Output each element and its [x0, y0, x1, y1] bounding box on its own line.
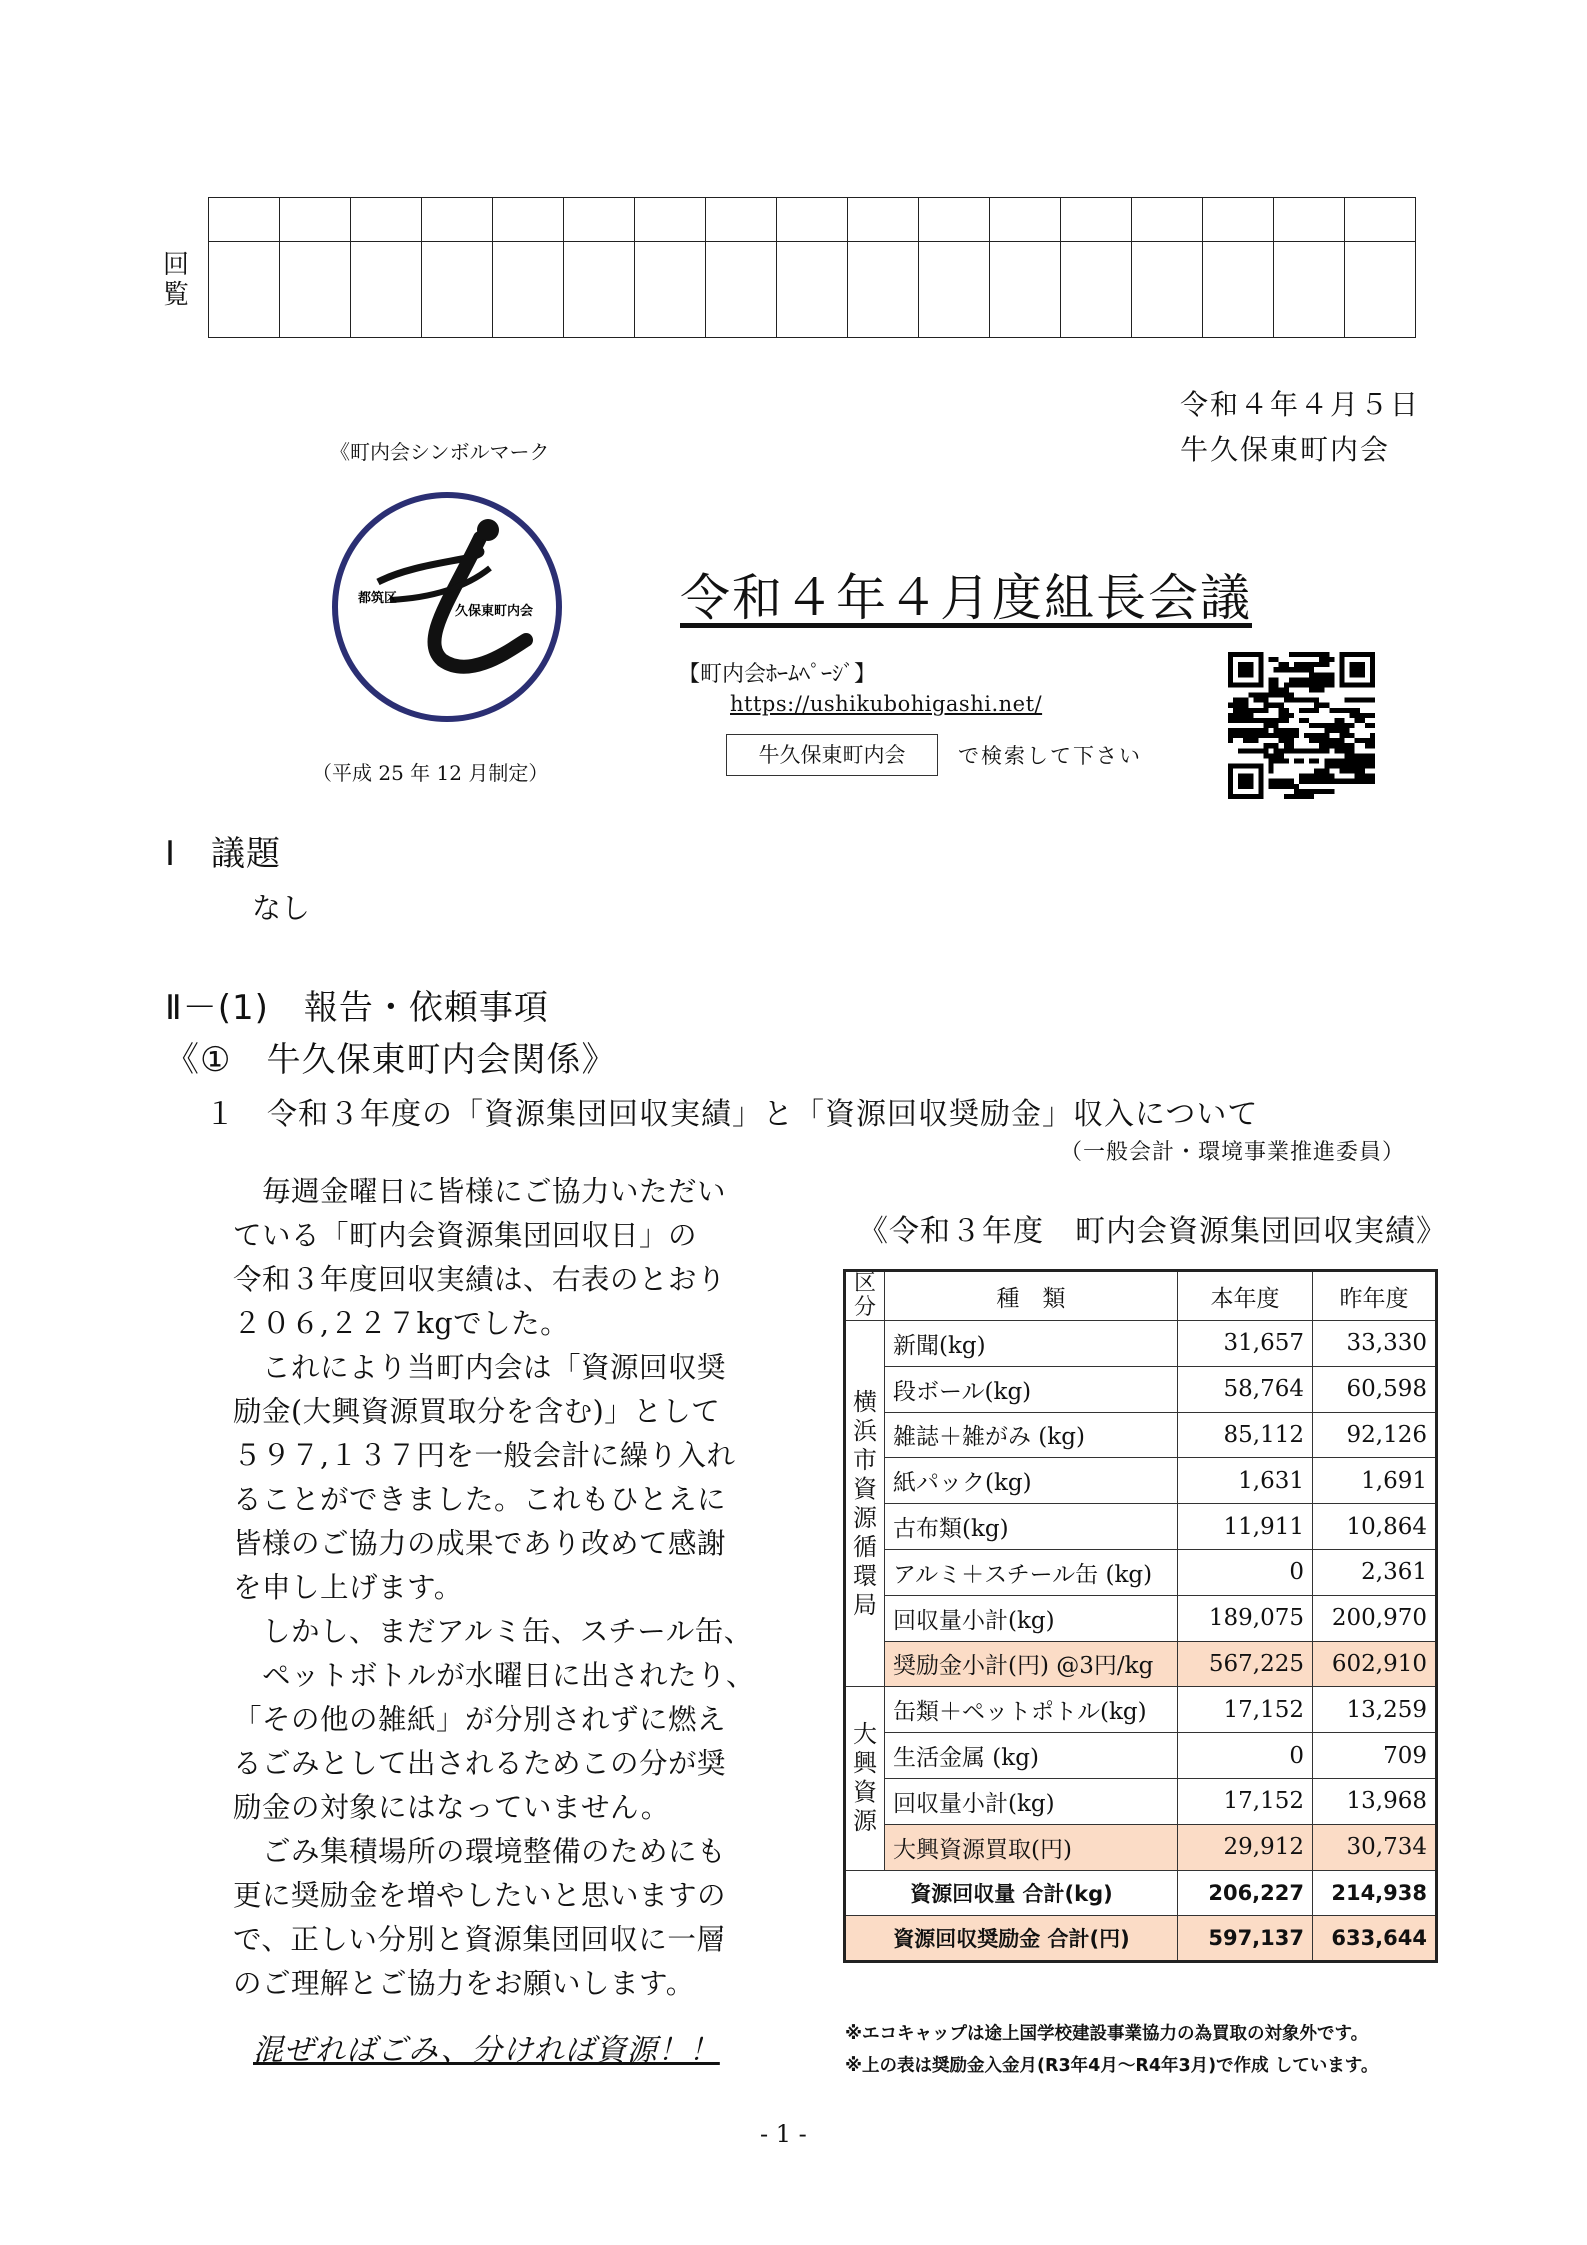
paragraph-line: 更に奨励金を増やしたいと思いますの [233, 1879, 727, 1912]
circulation-stamp-cell [1203, 242, 1274, 338]
table-cell-this-year: 85,112 [1178, 1412, 1313, 1458]
circulation-stamp-cell [706, 242, 777, 338]
circulation-stamp-cell [280, 242, 351, 338]
table-cell-this-year: 29,912 [1178, 1824, 1313, 1870]
table-cell-last-year: 33,330 [1313, 1321, 1437, 1367]
table-cell-type: 回収量小計(kg) [885, 1595, 1178, 1641]
paragraph-line: のご理解とご協力をお願いします。 [233, 1967, 695, 2000]
table-row [845, 1412, 1437, 1458]
table-row [845, 1321, 1437, 1367]
paragraph-line: ５９７,１３７円を一般会計に繰り入れ [233, 1439, 736, 1472]
total-reward-this-year: 597,137 [1178, 1916, 1313, 1962]
circulation-stamp-cell [990, 198, 1061, 242]
circulation-stamp-cell [848, 198, 919, 242]
table-cell-type: 大興資源買取(円) [885, 1824, 1178, 1870]
circulation-stamp-cell [990, 242, 1061, 338]
page-number: - 1 - [760, 2120, 807, 2148]
circulation-stamp-cell [422, 198, 493, 242]
table-cell-this-year: 17,152 [1178, 1687, 1313, 1733]
table-cell-type: 紙パック(kg) [885, 1458, 1178, 1504]
table-cell-this-year: 17,152 [1178, 1778, 1313, 1824]
circulation-stamp-cell [1061, 198, 1132, 242]
circulation-stamp-cell [280, 198, 351, 242]
table-row [845, 1458, 1437, 1504]
circulation-stamp-cell [1132, 198, 1203, 242]
table-row [845, 1595, 1437, 1641]
paragraph-line: 令和３年度回収実績は、右表のとおり [233, 1263, 727, 1296]
table-note-2: ※上の表は奨励金入金月(R3年4月～R4年3月)で作成 しています。 [845, 2056, 1379, 2076]
table-cell-this-year: 11,911 [1178, 1504, 1313, 1550]
total-reward-label: 資源回収奨励金 合計(円) [845, 1916, 1178, 1962]
table-cell-type: 段ボール(kg) [885, 1366, 1178, 1412]
organization-name: 牛久保東町内会 [1180, 433, 1391, 466]
total-reward-row [845, 1916, 1437, 1962]
paragraph-line: 毎週金曜日に皆様にご協力いただい [233, 1175, 727, 1208]
table-row [845, 1549, 1437, 1595]
svg-text:都筑区: 都筑区 [358, 591, 398, 606]
table-cell-type: 生活金属 (kg) [885, 1733, 1178, 1779]
results-table-title: 《令和３年度 町内会資源集団回収実績》 [858, 1214, 1447, 1249]
paragraph-line: ることができました。これもひとえに [233, 1483, 727, 1516]
category-label: 大 興 資 源 [845, 1687, 885, 1870]
circulation-stamp-cell [351, 242, 422, 338]
table-cell-last-year: 200,970 [1313, 1595, 1437, 1641]
symbol-established-note: （平成 25 年 12 月制定） [312, 761, 549, 785]
header-category: 区 分 [845, 1271, 885, 1321]
table-row [845, 1824, 1437, 1870]
search-term-box: 牛久保東町内会 [726, 734, 938, 776]
table-row [845, 1366, 1437, 1412]
qr-code-icon[interactable] [1228, 652, 1375, 799]
header-this-year: 本年度 [1178, 1271, 1313, 1321]
table-cell-last-year: 13,968 [1313, 1778, 1437, 1824]
circulation-stamp-cell [777, 198, 848, 242]
table-row [845, 1641, 1437, 1687]
paragraph-line: ごみ集積場所の環境整備のためにも [233, 1835, 727, 1868]
circulation-stamp-cell [1203, 198, 1274, 242]
table-cell-this-year: 31,657 [1178, 1321, 1313, 1367]
town-association-logo [330, 490, 565, 725]
table-note-1: ※エコキャップは途上国学校建設事業協力の為買取の対象外です。 [845, 2024, 1369, 2044]
circulation-stamp-cell [1345, 242, 1416, 338]
paragraph-line: ペットボトルが水曜日に出されたり、 [233, 1659, 756, 1692]
total-weight-row [845, 1870, 1437, 1916]
paragraph-line: で、正しい分別と資源集団回収に一層 [233, 1923, 726, 1956]
circulation-stamp-cell [1345, 198, 1416, 242]
circulation-stamp-cell [706, 198, 777, 242]
table-cell-this-year: 0 [1178, 1549, 1313, 1595]
table-cell-last-year: 709 [1313, 1733, 1437, 1779]
circulation-stamp-cell [493, 198, 564, 242]
table-header-row [845, 1271, 1437, 1321]
paragraph-line: しかし、まだアルミ缶、スチール缶、 [233, 1615, 753, 1648]
circulation-stamp-cell [919, 242, 990, 338]
table-cell-type: 回収量小計(kg) [885, 1778, 1178, 1824]
circulation-stamp-cell [564, 242, 635, 338]
section-2-heading: Ⅱ－(1) 報告・依頼事項 [165, 988, 549, 1028]
slogan: 混ぜればごみ、分ければ資源！！ [253, 2033, 720, 2068]
table-cell-type: 奨励金小計(円) @3円/kg [885, 1641, 1178, 1687]
section-2-subheading: 《① 牛久保東町内会関係》 [165, 1040, 617, 1080]
table-cell-this-year: 1,631 [1178, 1458, 1313, 1504]
section-1-body: なし [252, 891, 311, 925]
homepage-label: 【町内会ﾎｰﾑﾍﾟｰｼﾞ】 [678, 662, 877, 687]
table-row [845, 1733, 1437, 1779]
paragraph-line: 励金(大興資源買取分を含む)」として [233, 1395, 721, 1428]
total-weight-last-year: 214,938 [1313, 1870, 1437, 1916]
paragraph-line: ている「町内会資源集団回収日」の [233, 1219, 698, 1252]
circulation-stamp-cell [635, 198, 706, 242]
circulation-stamp-cell [919, 198, 990, 242]
table-cell-type: 新聞(kg) [885, 1321, 1178, 1367]
paragraph-line: 皆様のご協力の成果であり改めて感謝 [233, 1527, 727, 1560]
table-cell-this-year: 0 [1178, 1733, 1313, 1779]
table-cell-last-year: 92,126 [1313, 1412, 1437, 1458]
symbol-caption: 《町内会シンボルマーク [330, 440, 550, 464]
table-cell-this-year: 189,075 [1178, 1595, 1313, 1641]
table-cell-type: 雑誌＋雑がみ (kg) [885, 1412, 1178, 1458]
paragraph-line: これにより当町内会は「資源回収奨 [233, 1351, 727, 1384]
table-cell-type: アルミ＋スチール缶 (kg) [885, 1549, 1178, 1595]
circulation-stamp-cell [209, 242, 280, 338]
recycling-results-table [843, 1269, 1438, 1963]
table-cell-last-year: 602,910 [1313, 1641, 1437, 1687]
paragraph-line: るごみとして出されるためこの分が奨 [233, 1747, 727, 1780]
item-1-committee-note: （一般会計・環境事業推進委員） [1060, 1140, 1406, 1165]
table-cell-last-year: 60,598 [1313, 1366, 1437, 1412]
circulation-stamp-cell [777, 242, 848, 338]
circulation-stamp-cell [209, 198, 280, 242]
table-cell-last-year: 13,259 [1313, 1687, 1437, 1733]
circulation-stamp-cell [493, 242, 564, 338]
circulation-stamp-cell [422, 242, 493, 338]
table-cell-type: 缶類＋ペットポトル(kg) [885, 1687, 1178, 1733]
circulation-stamp-grid [208, 197, 1416, 338]
header-last-year: 昨年度 [1313, 1271, 1437, 1321]
paragraph-line: ２０６,２２７kgでした。 [233, 1307, 570, 1340]
table-cell-this-year: 567,225 [1178, 1641, 1313, 1687]
item-1-title: １ 令和３年度の「資源集団回収実績」と「資源回収奨励金」収入について [205, 1097, 1259, 1132]
total-weight-this-year: 206,227 [1178, 1870, 1313, 1916]
table-row [845, 1687, 1437, 1733]
table-cell-this-year: 58,764 [1178, 1366, 1313, 1412]
table-cell-last-year: 1,691 [1313, 1458, 1437, 1504]
paragraph-line: 「その他の雑紙」が分別されずに燃え [233, 1703, 727, 1736]
table-cell-last-year: 2,361 [1313, 1549, 1437, 1595]
paragraph-line: 励金の対象にはなっていません。 [233, 1791, 670, 1824]
circulation-stamp-cell [635, 242, 706, 338]
section-1-heading: Ⅰ 議題 [165, 834, 282, 874]
table-cell-last-year: 30,734 [1313, 1824, 1437, 1870]
table-row [845, 1504, 1437, 1550]
circulation-stamp-cell [564, 198, 635, 242]
table-cell-last-year: 10,864 [1313, 1504, 1437, 1550]
total-weight-label: 資源回収量 合計(kg) [845, 1870, 1178, 1916]
circulation-label: 回 覧 [163, 250, 190, 310]
circulation-stamp-cell [1274, 242, 1345, 338]
circulation-stamp-cell [351, 198, 422, 242]
issue-date: 令和４年４月５日 [1180, 388, 1421, 421]
category-label: 横 浜 市 資 源 循 環 局 [845, 1321, 885, 1687]
table-row [845, 1778, 1437, 1824]
svg-text:久保東町内会: 久保東町内会 [455, 604, 534, 619]
table-cell-type: 古布類(kg) [885, 1504, 1178, 1550]
circulation-stamp-cell [1274, 198, 1345, 242]
circulation-stamp-cell [1061, 242, 1132, 338]
item-1-paragraph [233, 1170, 803, 2006]
circulation-stamp-cell [1132, 242, 1203, 338]
paragraph-line: を申し上げます。 [233, 1571, 463, 1604]
header-type: 種 類 [885, 1271, 1178, 1321]
search-note: で検索して下さい [958, 744, 1142, 768]
total-reward-last-year: 633,644 [1313, 1916, 1437, 1962]
homepage-link[interactable]: https://ushikubohigashi.net/ [730, 692, 1043, 716]
page-title: 令和４年４月度組長会議 [680, 569, 1252, 627]
circulation-stamp-cell [848, 242, 919, 338]
